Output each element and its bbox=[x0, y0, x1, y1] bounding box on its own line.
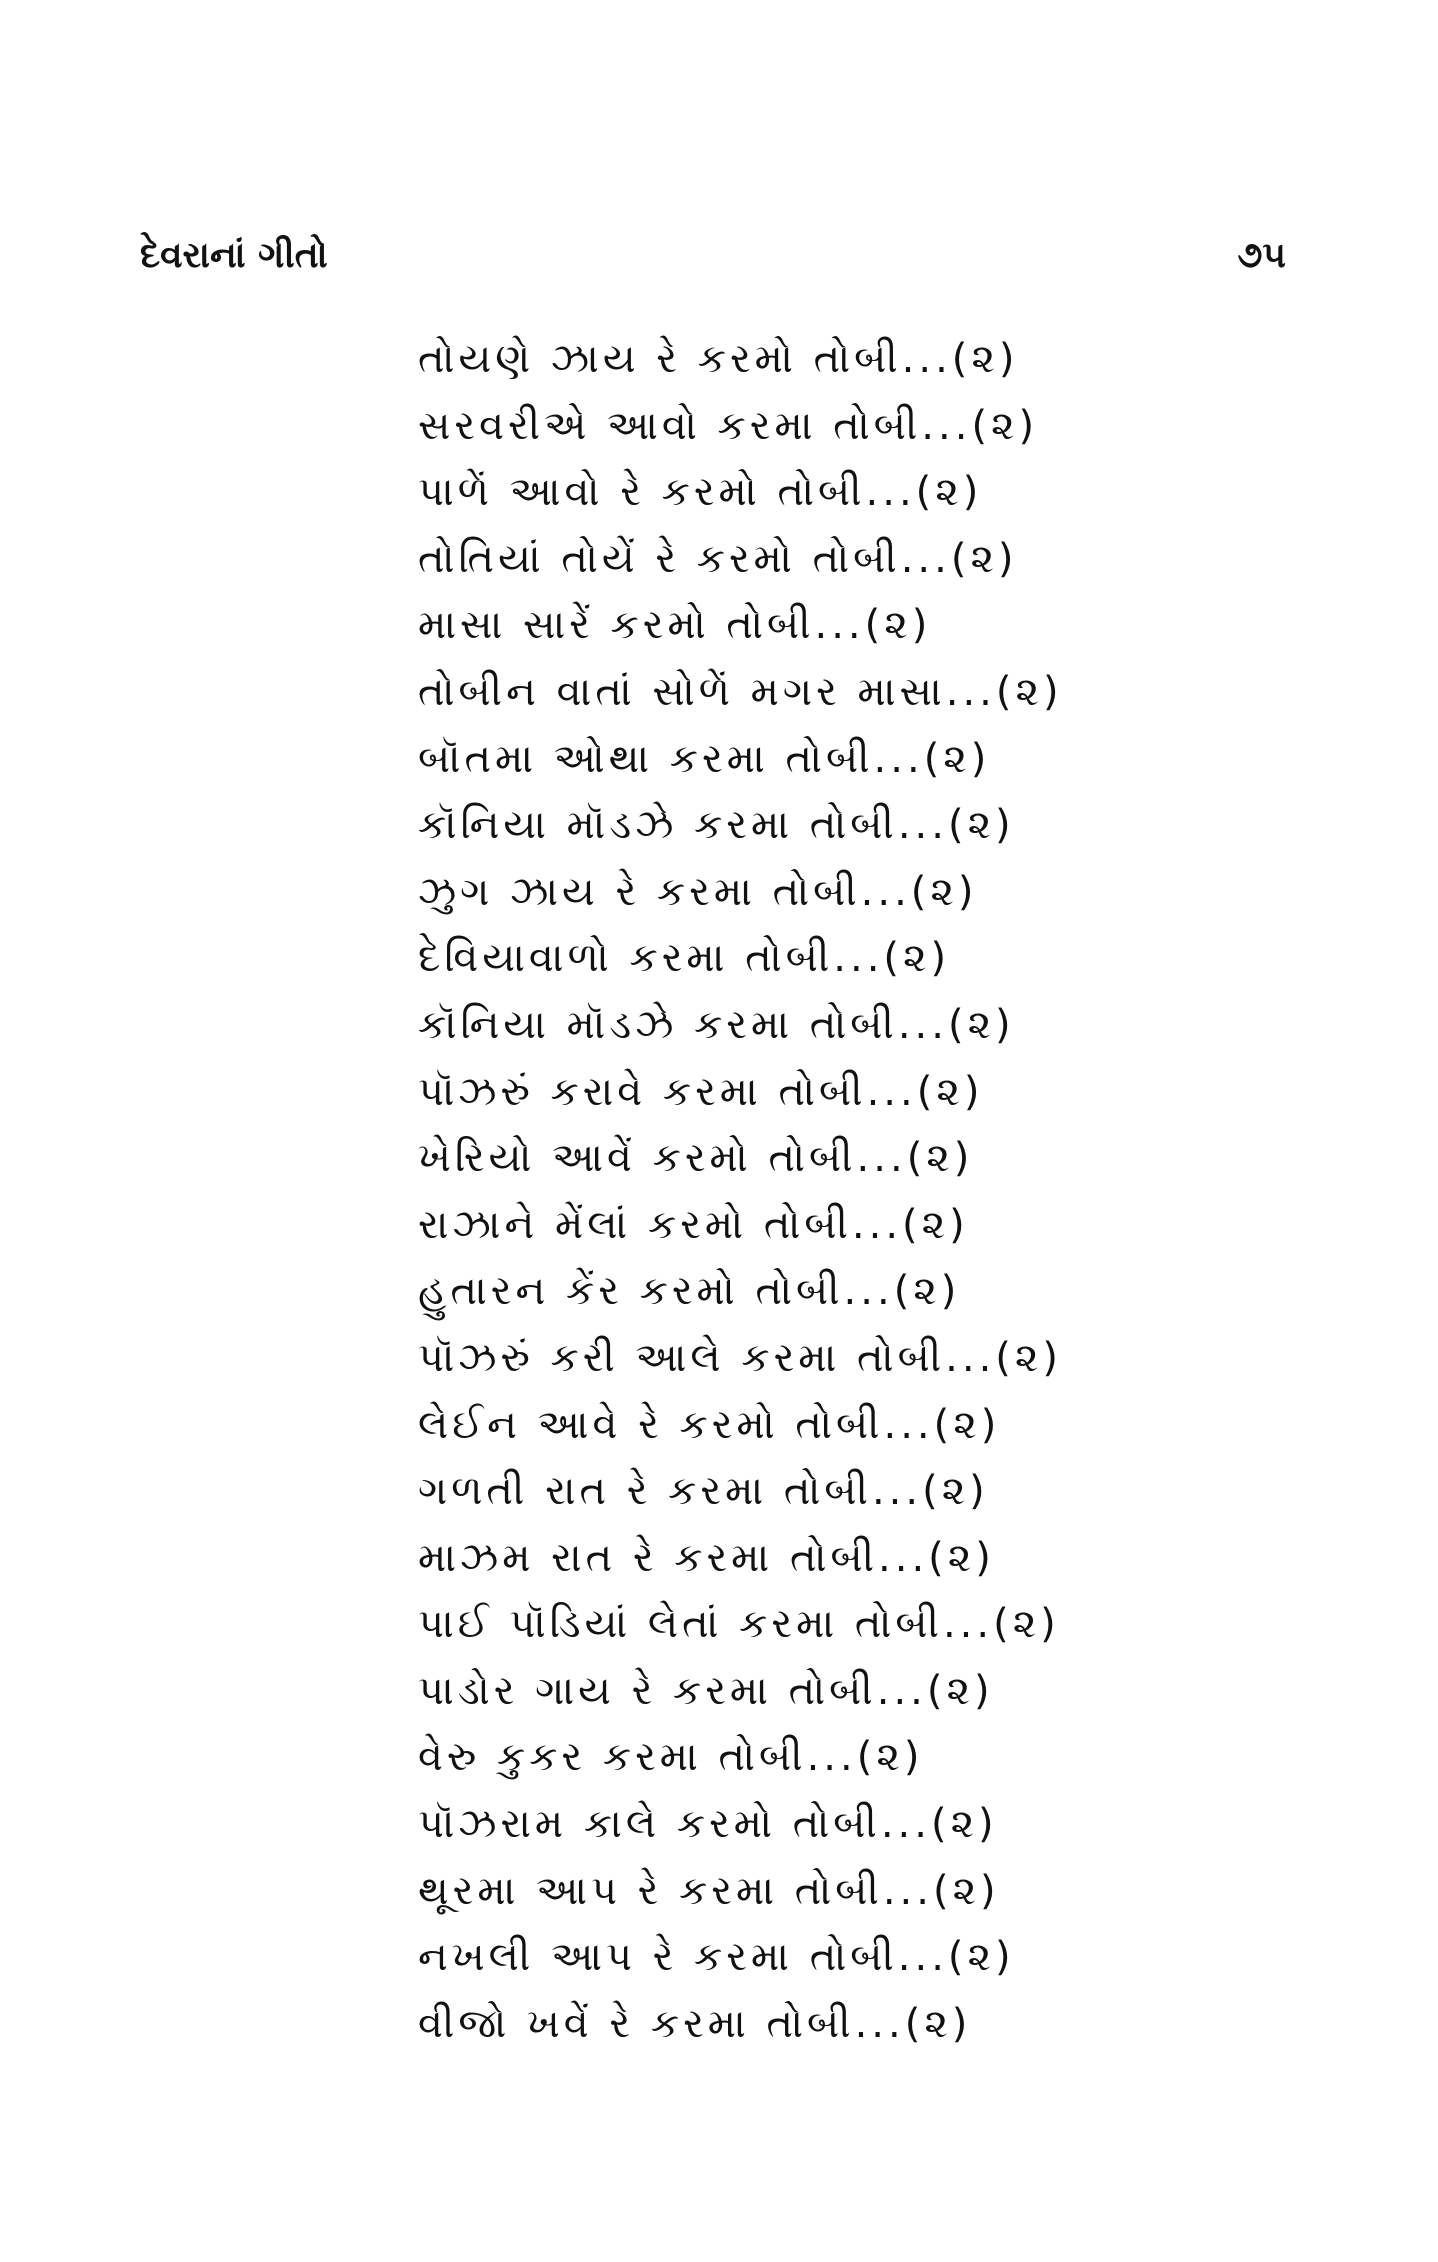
verse-line: તોયણે ઝાય રે કરમો તોબી...(૨) bbox=[418, 336, 1019, 382]
verse-line: તોબીન વાતાં સોળેં મગર માસા...(૨) bbox=[418, 668, 1063, 715]
verse-line: સરવરીએ આવો કરમા તોબી...(૨) bbox=[418, 402, 1039, 449]
verse-line: પાડોર ગાય રે કરમા તોબી...(૨) bbox=[418, 1667, 994, 1714]
verse-line: લેઈન આવે રે કરમો તોબી...(૨) bbox=[418, 1401, 1001, 1448]
verse-line: પૉઝરામ કાલે કરમો તોબી...(૨) bbox=[418, 1801, 998, 1848]
verse-line: તોતિયાં તોયેં રે કરમો તોબી...(૨) bbox=[418, 535, 1018, 582]
verse-line: કૉનિયા મૉડઝે કરમા તોબી...(૨) bbox=[418, 1001, 1015, 1048]
verse-line: હુતારન કેંર કરમો તોબી...(૨) bbox=[418, 1268, 961, 1315]
verse-line: બૉતમા ઓથા કરમા તોબી...(૨) bbox=[418, 735, 991, 782]
verse-line: નખલી આપ રે કરમા તોબી...(૨) bbox=[418, 1934, 1015, 1981]
verse-line: કૉનિયા મૉડઝે કરમા તોબી...(૨) bbox=[418, 802, 1015, 849]
verse-line: રાઝાને મેંલાં કરમો તોબી...(૨) bbox=[418, 1201, 969, 1248]
verse-line: વેરુ કુકર કરમા તોબી...(૨) bbox=[418, 1734, 924, 1781]
verse-lines bbox=[418, 326, 1138, 2057]
verse-line: પાળેં આવો રે કરમો તોબી...(૨) bbox=[418, 469, 983, 516]
page-number: ૭૫ bbox=[1237, 235, 1286, 276]
verse-line: પૉઝરું કરાવે કરમા તોબી...(૨) bbox=[418, 1068, 984, 1115]
verse-line: વીજો ખવેં રે કરમા તોબી...(૨) bbox=[418, 2000, 972, 2047]
verse-line: પૉઝરું કરી આલે કરમા તોબી...(૨) bbox=[418, 1334, 1062, 1381]
running-title: દેવરાનાં ગીતો bbox=[140, 235, 328, 276]
verse-line: ઝુગ ઝાય રે કરમા તોબી...(૨) bbox=[418, 868, 978, 915]
verse-line: ખેરિયો આવેં કરમો તોબી...(૨) bbox=[418, 1135, 974, 1182]
verse-line: માસા સારેં કરમો તોબી...(૨) bbox=[418, 602, 932, 649]
verse-line: થૂરમા આપ રે કરમા તોબી...(૨) bbox=[418, 1867, 1000, 1914]
verse-line: દેવિયાવાળો કરમા તોબી...(૨) bbox=[418, 935, 951, 982]
verse-line: માઝમ રાત રે કરમા તોબી...(૨) bbox=[418, 1534, 995, 1581]
verse-line: ગળતી રાત રે કરમા તોબી...(૨) bbox=[418, 1468, 989, 1515]
verse-line: પાઈ પૉડિયાં લેતાં કરમા તોબી...(૨) bbox=[418, 1601, 1060, 1648]
